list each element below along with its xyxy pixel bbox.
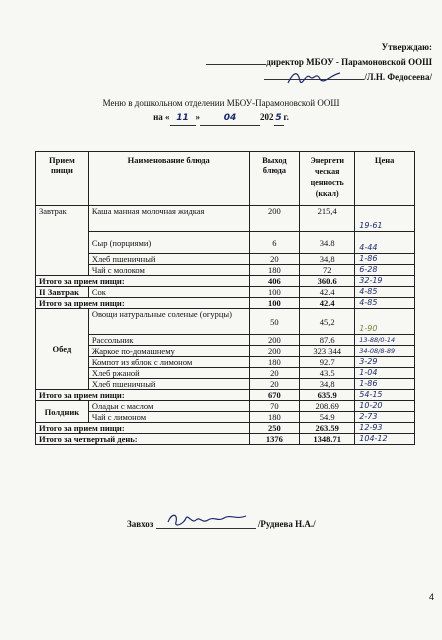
grand-total-price: 104-12: [355, 434, 415, 445]
total-yield: 250: [249, 423, 300, 434]
total-row-lunch: [36, 390, 415, 401]
dish-yield: 200: [249, 346, 300, 357]
total-energy: 360.6: [300, 276, 355, 287]
total-price: 12-93: [355, 423, 415, 434]
date-suffix: г.: [283, 112, 289, 122]
table-row: [36, 357, 415, 368]
dish-energy: 34,8: [300, 254, 355, 265]
header-price: Цена: [355, 152, 415, 206]
total-energy: 635.9: [300, 390, 355, 401]
dish-yield: 180: [249, 357, 300, 368]
total-energy: 42.4: [300, 298, 355, 309]
dish-energy: 34,8: [300, 379, 355, 390]
dish-name: Овощи натуральные соленые (огурцы): [88, 309, 249, 335]
dish-name: Чай с молоком: [88, 265, 249, 276]
dish-yield: 20: [249, 368, 300, 379]
dish-name: Жаркое по-домашнему: [88, 346, 249, 357]
dish-name: Сок: [88, 287, 249, 298]
storekeeper-name: /Руднева Н.А./: [257, 519, 316, 529]
date-year-prefix: 202: [260, 112, 274, 122]
dish-price: 1-90: [355, 309, 415, 335]
total-price: 32-19: [355, 276, 415, 287]
menu-title: [0, 96, 442, 126]
dish-energy: 92.7: [300, 357, 355, 368]
table-row: [36, 412, 415, 423]
table-header-row: [36, 152, 415, 206]
total-yield: 100: [249, 298, 300, 309]
approval-underline: [206, 64, 266, 65]
meal-second-breakfast: II Завтрак: [36, 287, 89, 298]
table-row: [36, 401, 415, 412]
meal-lunch: Обед: [36, 309, 89, 390]
storekeeper-signature-line: [156, 518, 256, 529]
total-label: Итого за прием пищи:: [36, 390, 250, 401]
dish-price: 19-61: [355, 206, 415, 232]
dish-energy: 208.69: [300, 401, 355, 412]
dish-price: 1-86: [355, 254, 415, 265]
table-row: [36, 368, 415, 379]
dish-price: 1-04: [355, 368, 415, 379]
date-month: 04: [200, 111, 260, 126]
dish-yield: 50: [249, 309, 300, 335]
dish-yield: 70: [249, 401, 300, 412]
dish-price: 13-88/0-14: [355, 335, 415, 346]
dish-energy: 34.8: [300, 232, 355, 254]
dish-name: Хлеб ржаной: [88, 368, 249, 379]
director-signature-line: [264, 79, 364, 80]
table-row: [36, 335, 415, 346]
total-row-breakfast: [36, 276, 415, 287]
header-energy: Энергети ческая ценность (ккал): [300, 152, 355, 206]
dish-price: 6-28: [355, 265, 415, 276]
menu-table: [35, 151, 415, 445]
dish-yield: 6: [249, 232, 300, 254]
dish-price: 34-08/8-89: [355, 346, 415, 357]
dish-name: Хлеб пшеничный: [88, 254, 249, 265]
dish-yield: 20: [249, 254, 300, 265]
dish-yield: 180: [249, 265, 300, 276]
dish-name: Оладьи с маслом: [88, 401, 249, 412]
total-price: 54-15: [355, 390, 415, 401]
date-day: 11: [170, 111, 196, 126]
dish-price: 4-44: [355, 232, 415, 254]
storekeeper-label: Завхоз: [127, 519, 154, 529]
dish-yield: 100: [249, 287, 300, 298]
dish-price: 3-29: [355, 357, 415, 368]
dish-energy: 45,2: [300, 309, 355, 335]
meal-breakfast: Завтрак: [36, 206, 89, 276]
grand-total-row: [36, 434, 415, 445]
total-yield: 406: [249, 276, 300, 287]
dish-energy: 323 344: [300, 346, 355, 357]
table-row: [36, 232, 415, 254]
dish-energy: 72: [300, 265, 355, 276]
approval-name-row: [172, 70, 432, 85]
grand-total-energy: 1348.71: [300, 434, 355, 445]
date-prefix: на «: [153, 112, 170, 122]
dish-name: Сыр (порциями): [88, 232, 249, 254]
page-number: 4: [428, 592, 434, 602]
date-mid: »: [195, 112, 201, 122]
dish-price: 10-20: [355, 401, 415, 412]
director-name: /Л.Н. Федосеева/: [364, 72, 432, 82]
dish-energy: 43.5: [300, 368, 355, 379]
dish-energy: 42.4: [300, 287, 355, 298]
total-energy: 263.59: [300, 423, 355, 434]
table-row: [36, 206, 415, 232]
dish-name: Каша манная молочная жидкая: [88, 206, 249, 232]
table-row: [36, 309, 415, 335]
header-yield: Выход блюда: [249, 152, 300, 206]
dish-name: Хлеб пшеничный: [88, 379, 249, 390]
table-row: [36, 254, 415, 265]
table-row: [36, 265, 415, 276]
dish-name: Рассольник: [88, 335, 249, 346]
dish-energy: 87.6: [300, 335, 355, 346]
date-year-digit: 5: [274, 111, 284, 126]
dish-price: 1-86: [355, 379, 415, 390]
approval-block: [172, 40, 432, 85]
grand-total-label: Итого за четвертый день:: [36, 434, 250, 445]
total-label: Итого за прием пищи:: [36, 276, 250, 287]
table-row: [36, 346, 415, 357]
dish-name: Компот из яблок с лимоном: [88, 357, 249, 368]
total-row-second-breakfast: [36, 298, 415, 309]
header-dish: Наименование блюда: [88, 152, 249, 206]
dish-price: 2-73: [355, 412, 415, 423]
menu-date-line: [0, 110, 442, 126]
approval-heading: Утверждаю:: [381, 42, 432, 52]
dish-energy: 54.9: [300, 412, 355, 423]
total-yield: 670: [249, 390, 300, 401]
dish-yield: 200: [249, 335, 300, 346]
table-row: [36, 287, 415, 298]
dish-energy: 215,4: [300, 206, 355, 232]
total-price: 4-85: [355, 298, 415, 309]
meal-snack: Полдник: [36, 401, 89, 423]
storekeeper-signature-icon: [162, 510, 252, 530]
total-label: Итого за прием пищи:: [36, 423, 250, 434]
dish-yield: 180: [249, 412, 300, 423]
dish-yield: 20: [249, 379, 300, 390]
director-signature-icon: [284, 67, 344, 89]
total-label: Итого за прием пищи:: [36, 298, 250, 309]
dish-name: Чай с лимоном: [88, 412, 249, 423]
table-row: [36, 379, 415, 390]
grand-total-yield: 1376: [249, 434, 300, 445]
menu-title-line1: Меню в дошкольном отделении МБОУ-Парамоновской ООШ: [102, 98, 340, 108]
dish-yield: 200: [249, 206, 300, 232]
dish-price: 4-85: [355, 287, 415, 298]
header-meal: Прием пищи: [36, 152, 89, 206]
storekeeper-signature-block: [127, 518, 316, 529]
total-row-snack: [36, 423, 415, 434]
approval-position-text: директор МБОУ - Парамоновской ООШ: [266, 57, 432, 67]
